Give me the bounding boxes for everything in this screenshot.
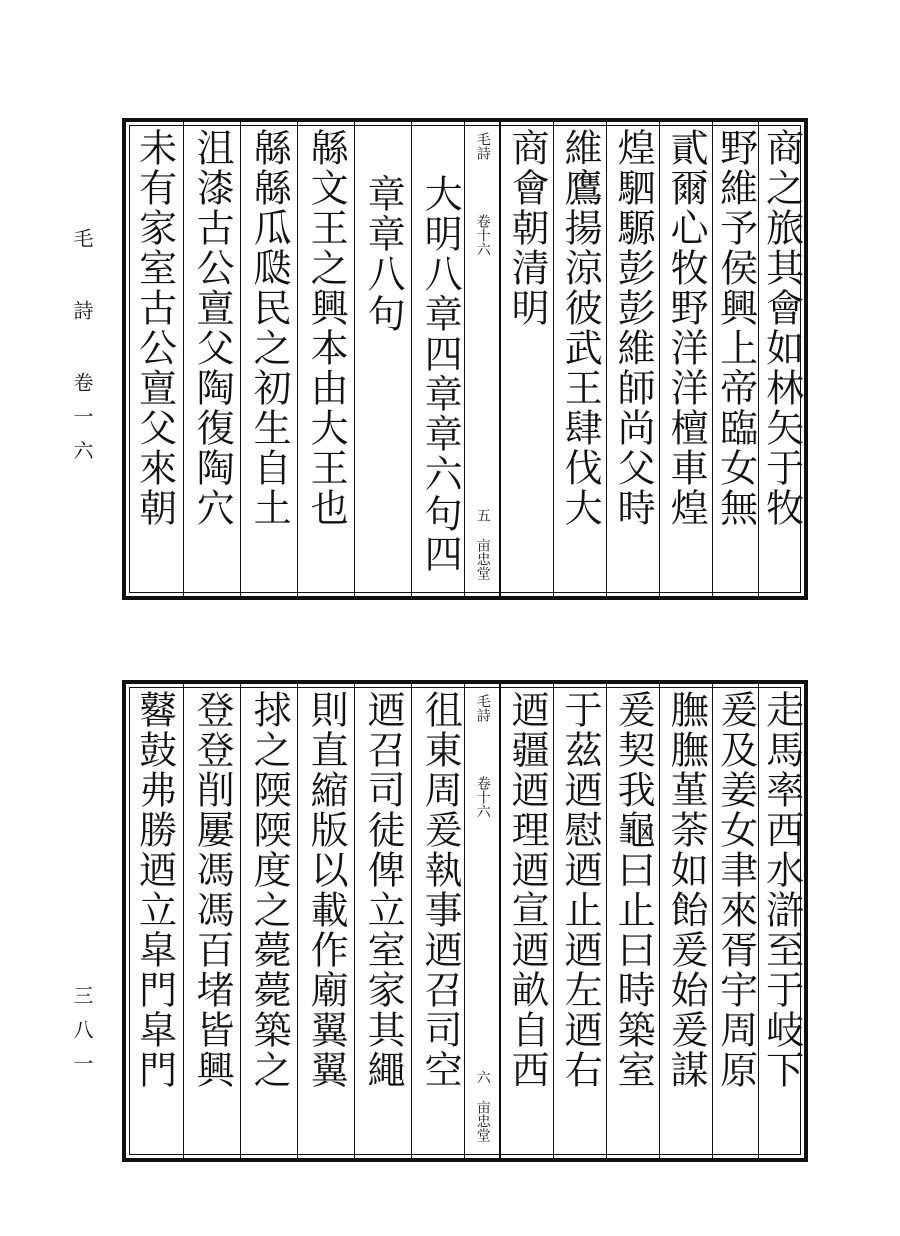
- text-column: [183, 684, 240, 1158]
- text-column: [240, 122, 297, 596]
- column-text: 爰及姜女聿來胥宇周原: [713, 690, 758, 1090]
- text-column: [606, 122, 659, 596]
- text-column: [354, 684, 411, 1158]
- center-volume: 卷十六: [474, 776, 491, 818]
- center-title: 毛詩: [474, 132, 491, 160]
- text-column: [411, 684, 468, 1158]
- text-column: [606, 684, 659, 1158]
- text-column: [297, 684, 354, 1158]
- text-column: [183, 122, 240, 596]
- column-text: 維鷹揚涼彼武王肆伐大: [558, 128, 603, 528]
- text-column: [712, 122, 758, 596]
- column-text: 沮漆古公亶父陶復陶穴: [190, 128, 235, 528]
- top-text-block: [122, 118, 808, 600]
- text-column: [712, 684, 758, 1158]
- column-text: 商會朝清明: [505, 128, 550, 328]
- page-number: 三八一: [70, 985, 94, 1087]
- text-column: [758, 122, 804, 596]
- column-text: 貳爾心牧野洋洋檀車煌: [664, 128, 709, 528]
- text-column: [354, 122, 411, 596]
- column-text: 捄之陾陾度之薨薨築之: [247, 690, 292, 1090]
- column-text: 于茲迺慰迺止迺左迺右: [558, 690, 603, 1090]
- text-column: [126, 684, 183, 1158]
- column-text: 章章八句: [361, 174, 406, 334]
- text-column: [553, 122, 606, 596]
- column-text: 商之旅其會如林矢于牧: [759, 128, 804, 528]
- column-text: 迺召司徒俾立室家其繩: [361, 690, 406, 1090]
- column-text: 煌駟騵彭彭維師尚父時: [611, 128, 656, 528]
- column-text: 鼛鼓弗勝迺立皐門皐門: [132, 690, 177, 1090]
- column-text: 爰契我龜曰止曰時築室: [611, 690, 656, 1090]
- center-gutter: [464, 122, 500, 596]
- column-text: 緜文王之興本由大王也: [304, 128, 349, 528]
- bottom-text-block: [122, 680, 808, 1162]
- center-volume: 卷十六: [474, 214, 491, 256]
- column-text: 緜緜瓜瓞民之初生自土: [247, 128, 292, 528]
- column-text: 膴膴堇荼如飴爰始爰謀: [664, 690, 709, 1090]
- text-column: [297, 122, 354, 596]
- column-text: 登登削屢馮馮百堵皆興: [190, 690, 235, 1090]
- text-column: [500, 122, 553, 596]
- text-column: [553, 684, 606, 1158]
- text-column: [659, 684, 712, 1158]
- column-text: 野維予侯興上帝臨女無: [713, 128, 758, 528]
- text-column: [411, 122, 468, 596]
- column-text: 走馬率西水滸至于岐下: [759, 690, 804, 1090]
- column-text: 未有家室古公亶父來朝: [132, 128, 177, 528]
- center-folio: 五 亩忠堂: [474, 508, 491, 580]
- text-column: [659, 122, 712, 596]
- text-column: [240, 684, 297, 1158]
- text-column: [758, 684, 804, 1158]
- text-column: [500, 684, 553, 1158]
- center-folio: 六 亩忠堂: [474, 1070, 491, 1142]
- column-text: 大明八章四章章六句四: [418, 174, 463, 574]
- column-text: 徂東周爰執事迺召司空: [418, 690, 463, 1090]
- volume-label: 毛 詩 卷一六: [70, 228, 94, 474]
- text-column: [126, 122, 183, 596]
- center-title: 毛詩: [474, 694, 491, 722]
- column-text: 迺疆迺理迺宣迺畝自西: [505, 690, 550, 1090]
- center-gutter: [464, 684, 500, 1158]
- column-text: 則直縮版以載作廟翼翼: [304, 690, 349, 1090]
